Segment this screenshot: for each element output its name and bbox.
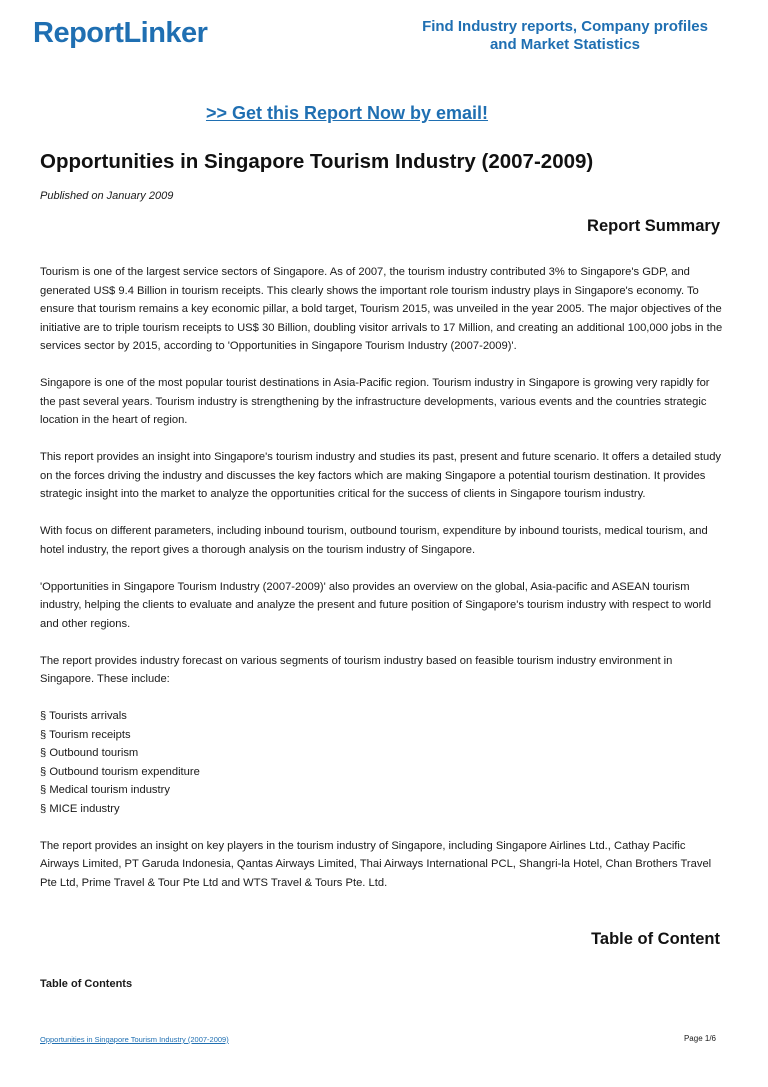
list-item: § Outbound tourism expenditure <box>40 765 200 778</box>
reportlinker-logo[interactable]: ReportLinker <box>33 17 208 49</box>
table-of-contents-label: Table of Contents <box>40 978 133 990</box>
report-summary-heading: Report Summary <box>587 217 720 235</box>
page-number: Page 1/6 <box>683 1034 716 1043</box>
list-item: § Outbound tourism <box>40 747 139 759</box>
table-of-content-heading: Table of Content <box>591 930 720 948</box>
list-item: § Medical tourism industry <box>40 784 170 796</box>
document-title: Opportunities in Singapore Tourism Industry (2007-2009) <box>40 150 594 173</box>
paragraph: With focus on different parameters, including inbound tourism, outbound tourism, expenditure by inbound tourists, medical tourism, and hotel industry, the report gives a thorough analysis on the tourism industry of Singapore. <box>40 525 708 556</box>
paragraph: The report provides an insight on key players in the tourism industry of Singapore, including Singapore Airlines Ltd., Cathay Pacific Airways Limited, PT Garuda Indonesia, Qantas Airways Limited, Thai Airways International PCL, Shangri-la Hotel, Chan Brothers Travel Pte Ltd, Prime Travel & Tour Pte Ltd and WTS Travel & Tours Pte. Ltd. <box>40 839 712 889</box>
list-item: § Tourism receipts <box>40 728 131 741</box>
get-report-link[interactable]: >> Get this Report Now by email! <box>205 103 489 123</box>
paragraph: Singapore is one of the most popular tourist destinations in Asia-Pacific region. Tourism industry in Singapore is growing very rapidly for the past several years. Tourism industry is strengthening by the infrastructure developments, various events and the countries strategic location in the heart of region. <box>40 377 710 426</box>
list-item: § MICE industry <box>40 802 120 815</box>
paragraph: This report provides an insight into Singapore's tourism industry and studies its past, present and future scenario. It offers a detailed study on the forces driving the industry and discusses the key factors which are making Singapore a potential tourism destination. It provides strategic insight into the market to analyze the opportunities critical for the success of clients in Singapore tourism industry. <box>40 451 722 500</box>
tagline <box>400 18 730 54</box>
paragraph: Tourism is one of the largest service sectors of Singapore. As of 2007, the tourism industry contributed 3% to Singapore's GDP, and generated US$ 9.4 Billion in tourism receipts. This clearly shows the important role tourism industry plays in Singapore's economy. To ensure that tourism remains a key economic pillar, a bold target, Tourism 2015, was unveiled in the year 2005. The major objectives of the initiative are to triple tourism receipts to US$ 30 Billion, doubling visitor arrivals to 17 Million, and creating an additional 100,000 jobs in the services sector by 2015, according to 'Opportunities in Singapore Tourism Industry (2007-2009)'. <box>40 266 723 352</box>
list-item: § Tourists arrivals <box>40 710 127 722</box>
footer-report-link[interactable]: Opportunities in Singapore Tourism Industry (2007-2009) <box>40 1035 229 1044</box>
published-date: Published on January 2009 <box>40 190 174 202</box>
segment-list <box>40 707 724 818</box>
paragraph: The report provides industry forecast on various segments of tourism industry based on feasible tourism industry environment in Singapore. These include: <box>40 654 673 685</box>
paragraph: 'Opportunities in Singapore Tourism Industry (2007-2009)' also provides an overview on the global, Asia-pacific and ASEAN tourism industry, helping the clients to evaluate and analyze the present and future position of Singapore's tourism industry with respect to world and other regions. <box>40 580 712 630</box>
tagline-line-1: Find Industry reports, Company profiles <box>422 18 708 35</box>
tagline-line-2: and Market Statistics <box>489 36 641 53</box>
report-summary-body <box>40 263 724 911</box>
